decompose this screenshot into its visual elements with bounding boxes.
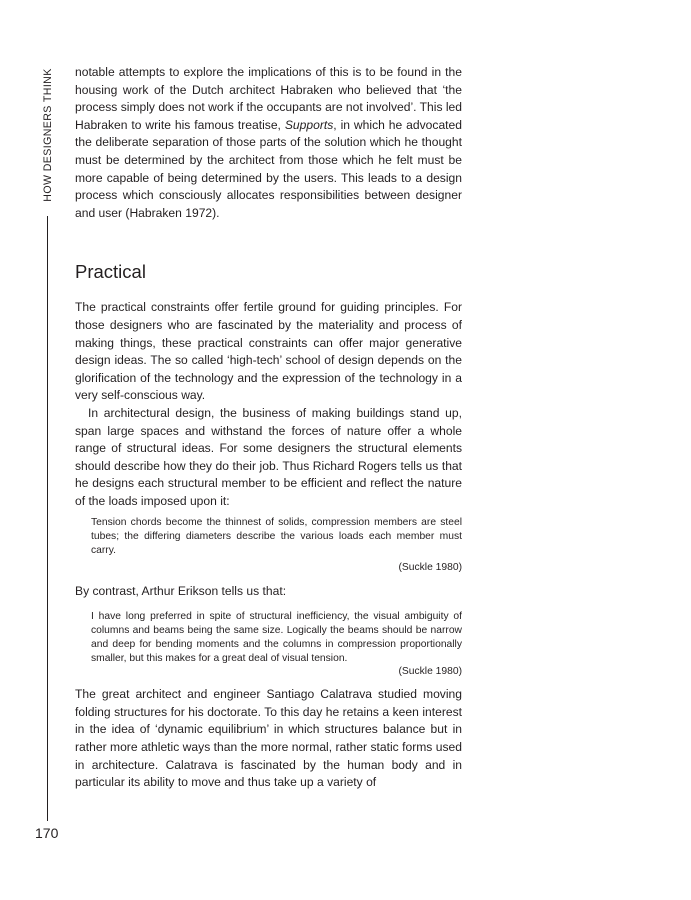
block-quote-citation: (Suckle 1980) bbox=[398, 666, 462, 678]
block-quote-text: I have long preferred in spite of structural inefficiency, the visual ambiguity of columns and beams being the same size. Logically the beams should be narrow and deep for bending moments and the columns in compression proportionally smaller, but this makes for a great deal of visual tension. bbox=[91, 611, 462, 664]
paragraph-erikson-intro: By contrast, Arthur Erikson tells us that: bbox=[75, 583, 287, 598]
section-heading: Practical bbox=[75, 261, 146, 283]
paragraph-calatrava: The great architect and engineer Santiago Calatrava studied moving folding structures for his doctorate. To this day he retains a keen interest in the idea of ‘dynamic equilibrium’ in which structures balance but in rather more athletic ways than the more normal, rather static forms used in architecture. Calatrava is fascinated by the human body and in particular its ability to move and thus take up a variety of bbox=[75, 687, 462, 790]
running-head bbox=[41, 65, 55, 205]
intro-italic-title: Supports bbox=[284, 117, 334, 132]
block-quote-rogers bbox=[91, 516, 462, 574]
block-quote-text: Tension chords become the thinnest of solids, compression members are steel tubes; the differing diameters describe the various loads each member must carry. bbox=[91, 517, 462, 557]
running-head-text: HOW DESIGNERS THINK bbox=[42, 68, 54, 202]
paragraph-architectural-design: In architectural design, the business of making buildings stand up, span large spaces and withstand the forces of nature offer a whole range of structural ideas. For some designers the structural elements should describe how they do their job. Thus Richard Rogers tells us that he designs each structural member to be efficient and reflect the nature of the loads imposed upon it: bbox=[75, 405, 462, 508]
margin-rule bbox=[47, 216, 48, 821]
page-number: 170 bbox=[35, 825, 59, 841]
intro-paragraph bbox=[75, 64, 462, 222]
intro-text-start: notable attempts to explore the implications of this is to be found in the housing work of the Dutch architect Habraken who believed that ‘the process simply does not work if the occupants are not involved’. This led Habraken to write his famous treatise, bbox=[75, 65, 462, 132]
text-column bbox=[75, 64, 462, 792]
paragraph-practical-constraints: The practical constraints offer fertile ground for guiding principles. For those designers who are fascinated by the materiality and process of making things, these practical constraints can offer major generative design ideas. The so called ‘high-tech’ school of design depends on the glorification of the technology and the expression of the technology in a very self-conscious way. bbox=[75, 300, 462, 403]
intro-text-end: , in which he advocated the deliberate separation of those parts of the solution which he thought must be determined by the architect from those which he felt must be more capable of being determined by the users. This leads to a design process which consciously allocates responsibilities between designer and user (Habraken 1972). bbox=[75, 117, 462, 220]
block-quote-erikson bbox=[91, 610, 462, 679]
block-quote-citation: (Suckle 1980) bbox=[398, 561, 462, 573]
